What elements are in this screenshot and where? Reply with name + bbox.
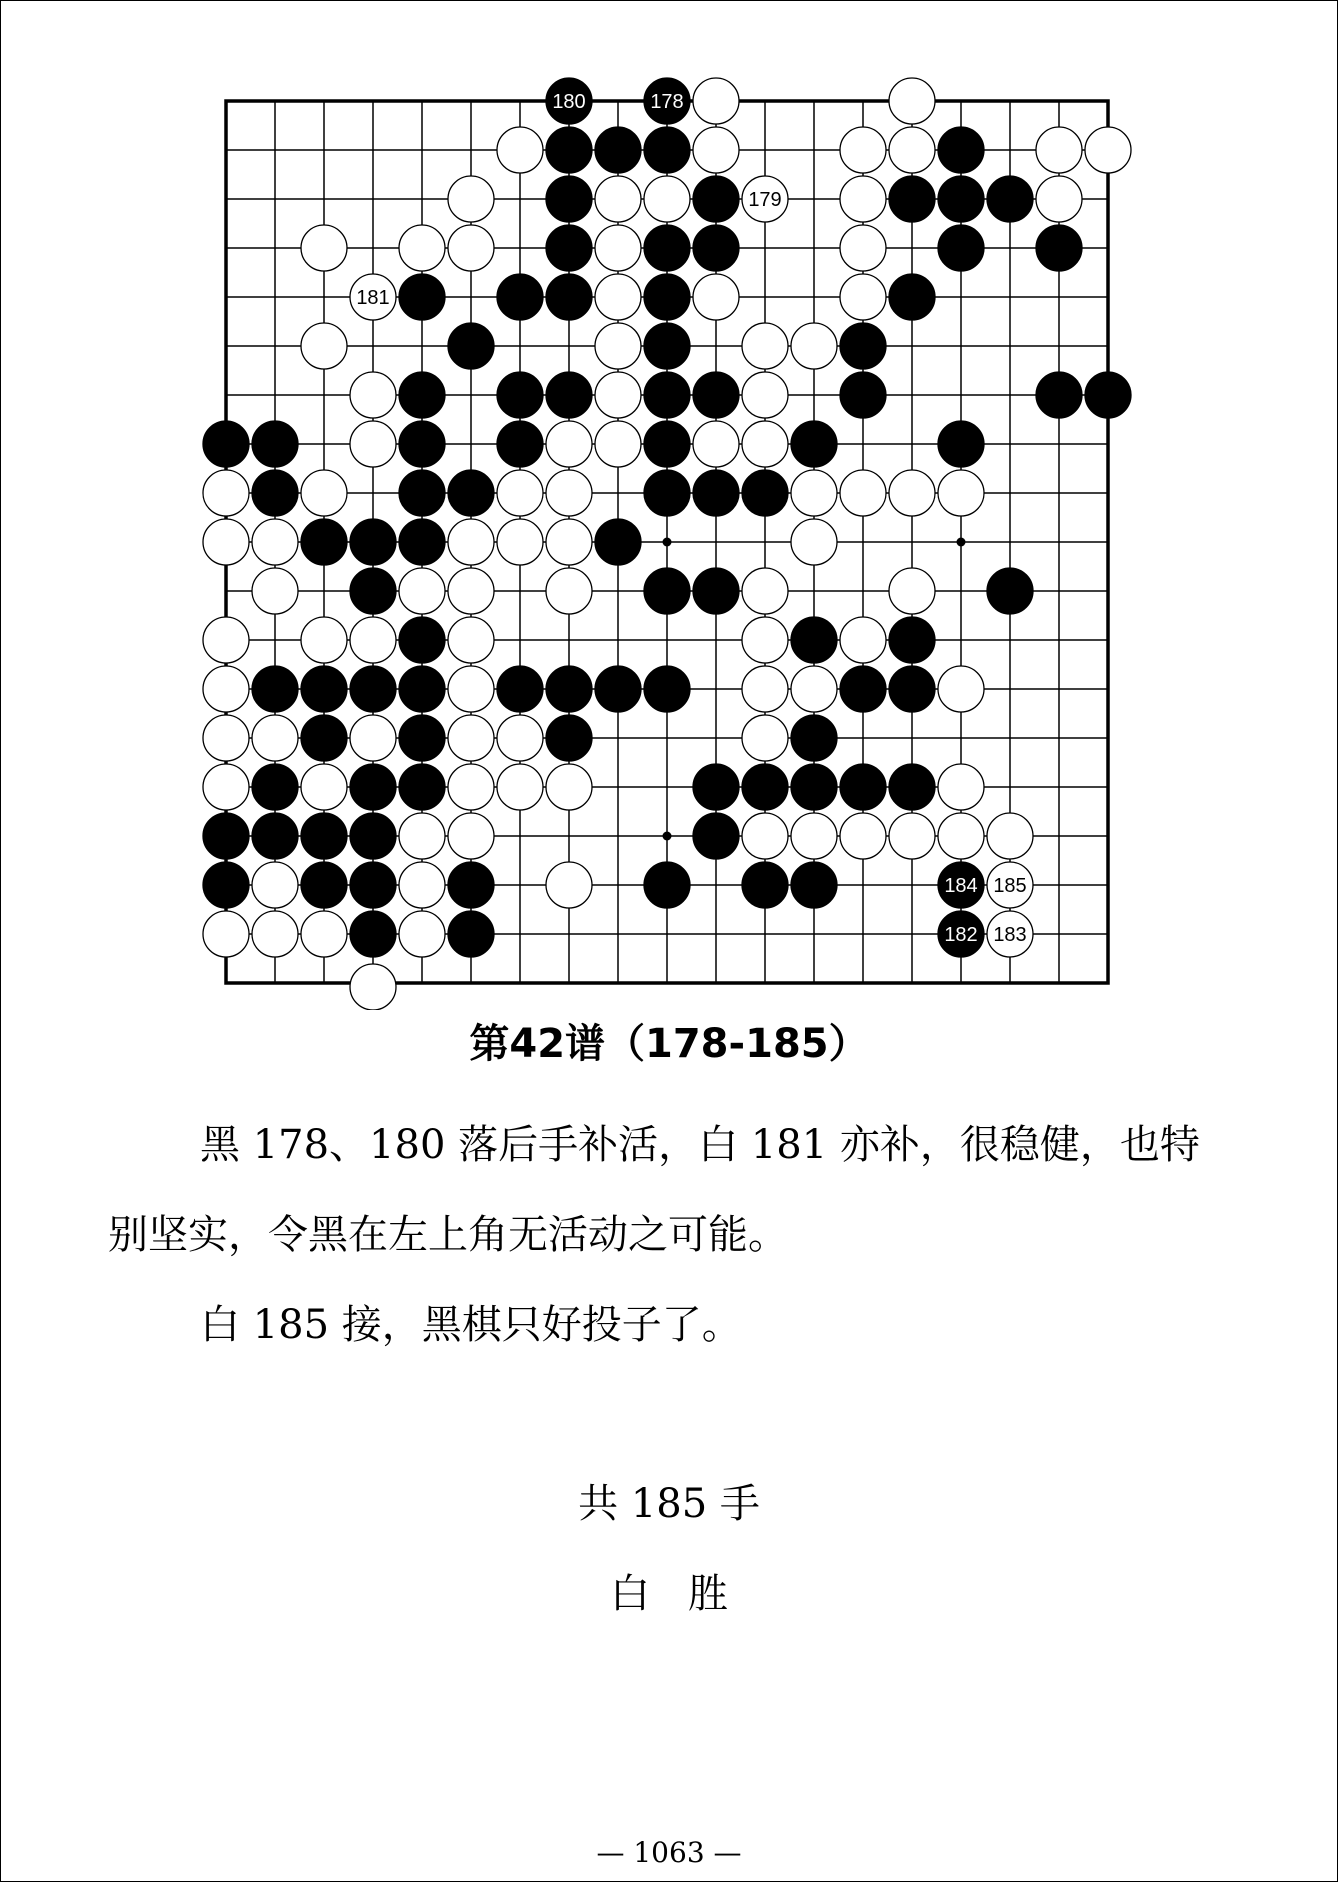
white-stone bbox=[350, 617, 396, 663]
white-stone bbox=[546, 568, 592, 614]
commentary-paragraph-2 bbox=[108, 1280, 1238, 1370]
white-stone bbox=[742, 323, 788, 369]
white-stone bbox=[889, 127, 935, 173]
white-stone bbox=[1085, 127, 1131, 173]
move-number-label: 181 bbox=[356, 287, 390, 309]
commentary-paragraph-1 bbox=[108, 1100, 1238, 1280]
white-stone bbox=[840, 617, 886, 663]
black-stone bbox=[497, 421, 543, 467]
white-stone bbox=[889, 568, 935, 614]
white-stone bbox=[546, 470, 592, 516]
white-stone bbox=[252, 715, 298, 761]
page-number: — 1063 — bbox=[596, 1836, 742, 1869]
black-stone bbox=[252, 470, 298, 516]
paragraph-text: 白 185 接，黑棋只好投子了。 bbox=[200, 1302, 742, 1348]
black-stone bbox=[791, 617, 837, 663]
black-stone bbox=[546, 715, 592, 761]
black-stone bbox=[546, 127, 592, 173]
white-stone bbox=[644, 176, 690, 222]
white-stone bbox=[595, 372, 641, 418]
black-stone bbox=[252, 666, 298, 712]
black-stone bbox=[644, 274, 690, 320]
black-stone bbox=[448, 470, 494, 516]
white-stone bbox=[350, 421, 396, 467]
white-stone bbox=[399, 225, 445, 271]
black-stone bbox=[203, 421, 249, 467]
white-stone bbox=[497, 519, 543, 565]
total-moves: 共 185 手 bbox=[578, 1481, 760, 1527]
black-stone bbox=[546, 225, 592, 271]
diagram-caption: 第42谱（178-185） bbox=[469, 1021, 869, 1067]
white-stone bbox=[938, 666, 984, 712]
black-stone bbox=[938, 176, 984, 222]
white-stone bbox=[301, 911, 347, 957]
black-stone bbox=[546, 176, 592, 222]
black-stone bbox=[644, 127, 690, 173]
black-stone bbox=[840, 666, 886, 712]
black-stone bbox=[840, 323, 886, 369]
black-stone bbox=[399, 421, 445, 467]
black-stone bbox=[399, 764, 445, 810]
black-stone bbox=[1036, 372, 1082, 418]
white-stone bbox=[350, 964, 396, 1010]
move-number-label: 182 bbox=[944, 924, 978, 946]
black-stone bbox=[644, 568, 690, 614]
white-stone bbox=[742, 617, 788, 663]
white-stone bbox=[203, 715, 249, 761]
black-stone bbox=[301, 519, 347, 565]
white-stone bbox=[448, 519, 494, 565]
black-stone bbox=[791, 421, 837, 467]
move-number-label: 179 bbox=[748, 189, 782, 211]
white-stone bbox=[595, 225, 641, 271]
white-stone bbox=[742, 715, 788, 761]
white-stone bbox=[840, 274, 886, 320]
black-stone bbox=[301, 813, 347, 859]
black-stone bbox=[644, 862, 690, 908]
black-stone bbox=[252, 813, 298, 859]
black-stone bbox=[350, 813, 396, 859]
black-stone bbox=[1085, 372, 1131, 418]
black-stone bbox=[889, 274, 935, 320]
white-stone bbox=[693, 274, 739, 320]
white-stone bbox=[448, 666, 494, 712]
white-stone bbox=[252, 862, 298, 908]
black-stone bbox=[693, 470, 739, 516]
white-stone bbox=[203, 764, 249, 810]
move-number-label: 185 bbox=[993, 875, 1027, 897]
white-stone bbox=[889, 78, 935, 124]
star-point bbox=[663, 832, 672, 841]
white-stone bbox=[399, 911, 445, 957]
white-stone bbox=[791, 470, 837, 516]
black-stone bbox=[350, 666, 396, 712]
black-stone bbox=[350, 568, 396, 614]
black-stone bbox=[644, 225, 690, 271]
white-stone bbox=[840, 176, 886, 222]
black-stone bbox=[399, 519, 445, 565]
black-stone bbox=[693, 568, 739, 614]
black-stone bbox=[252, 421, 298, 467]
white-stone bbox=[448, 617, 494, 663]
black-stone bbox=[938, 127, 984, 173]
white-stone bbox=[350, 372, 396, 418]
white-stone bbox=[1036, 127, 1082, 173]
black-stone bbox=[448, 911, 494, 957]
black-stone bbox=[399, 470, 445, 516]
black-stone bbox=[840, 372, 886, 418]
paragraph-text: 黑 178、180 落后手补活，白 181 亦补，很稳健，也特别坚实，令黑在左上角无活动之可能。 bbox=[108, 1122, 1200, 1258]
black-stone bbox=[742, 764, 788, 810]
black-stone bbox=[644, 323, 690, 369]
black-stone bbox=[497, 274, 543, 320]
black-stone bbox=[448, 862, 494, 908]
white-stone bbox=[203, 666, 249, 712]
black-stone bbox=[693, 176, 739, 222]
white-stone bbox=[595, 323, 641, 369]
black-stone bbox=[889, 617, 935, 663]
move-number-label: 178 bbox=[650, 91, 684, 113]
black-stone bbox=[350, 862, 396, 908]
black-stone bbox=[350, 519, 396, 565]
black-stone bbox=[644, 470, 690, 516]
black-stone bbox=[252, 764, 298, 810]
white-stone bbox=[301, 225, 347, 271]
black-stone bbox=[301, 715, 347, 761]
white-stone bbox=[448, 813, 494, 859]
white-stone bbox=[840, 813, 886, 859]
white-stone bbox=[889, 813, 935, 859]
white-stone bbox=[546, 764, 592, 810]
black-stone bbox=[350, 764, 396, 810]
black-stone bbox=[203, 813, 249, 859]
white-stone bbox=[742, 421, 788, 467]
white-stone bbox=[497, 715, 543, 761]
black-stone bbox=[350, 911, 396, 957]
white-stone bbox=[742, 666, 788, 712]
black-stone bbox=[399, 372, 445, 418]
white-stone bbox=[791, 666, 837, 712]
black-stone bbox=[840, 764, 886, 810]
black-stone bbox=[987, 176, 1033, 222]
white-stone bbox=[497, 764, 543, 810]
black-stone bbox=[742, 862, 788, 908]
white-stone bbox=[546, 519, 592, 565]
black-stone bbox=[546, 274, 592, 320]
black-stone bbox=[693, 813, 739, 859]
white-stone bbox=[448, 715, 494, 761]
white-stone bbox=[938, 813, 984, 859]
white-stone bbox=[301, 323, 347, 369]
white-stone bbox=[448, 764, 494, 810]
white-stone bbox=[448, 176, 494, 222]
black-stone bbox=[301, 666, 347, 712]
white-stone bbox=[203, 617, 249, 663]
white-stone bbox=[399, 568, 445, 614]
white-stone bbox=[399, 813, 445, 859]
white-stone bbox=[301, 617, 347, 663]
white-stone bbox=[595, 274, 641, 320]
move-number-label: 180 bbox=[552, 91, 586, 113]
black-stone bbox=[644, 666, 690, 712]
black-stone bbox=[399, 617, 445, 663]
white-stone bbox=[595, 176, 641, 222]
white-stone bbox=[448, 568, 494, 614]
white-stone bbox=[791, 519, 837, 565]
white-stone bbox=[546, 421, 592, 467]
white-stone bbox=[693, 127, 739, 173]
white-stone bbox=[791, 813, 837, 859]
white-stone bbox=[693, 78, 739, 124]
black-stone bbox=[889, 764, 935, 810]
black-stone bbox=[595, 666, 641, 712]
white-stone bbox=[546, 862, 592, 908]
black-stone bbox=[791, 764, 837, 810]
move-number-label: 184 bbox=[944, 875, 978, 897]
white-stone bbox=[448, 225, 494, 271]
white-stone bbox=[252, 519, 298, 565]
black-stone bbox=[203, 862, 249, 908]
black-stone bbox=[1036, 225, 1082, 271]
white-stone bbox=[203, 470, 249, 516]
game-result: 白胜 bbox=[610, 1571, 766, 1617]
white-stone bbox=[595, 421, 641, 467]
white-stone bbox=[938, 470, 984, 516]
white-stone bbox=[987, 813, 1033, 859]
star-point bbox=[957, 538, 966, 547]
white-stone bbox=[693, 421, 739, 467]
black-stone bbox=[497, 372, 543, 418]
black-stone bbox=[301, 862, 347, 908]
black-stone bbox=[595, 519, 641, 565]
white-stone bbox=[497, 470, 543, 516]
white-stone bbox=[497, 127, 543, 173]
black-stone bbox=[693, 225, 739, 271]
white-stone bbox=[1036, 176, 1082, 222]
white-stone bbox=[742, 372, 788, 418]
black-stone bbox=[546, 372, 592, 418]
white-stone bbox=[938, 764, 984, 810]
black-stone bbox=[791, 862, 837, 908]
white-stone bbox=[252, 911, 298, 957]
white-stone bbox=[301, 764, 347, 810]
white-stone bbox=[840, 127, 886, 173]
black-stone bbox=[546, 666, 592, 712]
black-stone bbox=[399, 715, 445, 761]
black-stone bbox=[791, 715, 837, 761]
white-stone bbox=[203, 519, 249, 565]
black-stone bbox=[399, 666, 445, 712]
white-stone bbox=[889, 470, 935, 516]
black-stone bbox=[644, 372, 690, 418]
black-stone bbox=[938, 225, 984, 271]
white-stone bbox=[301, 470, 347, 516]
black-stone bbox=[399, 274, 445, 320]
white-stone bbox=[350, 715, 396, 761]
white-stone bbox=[252, 568, 298, 614]
move-number-label: 183 bbox=[993, 924, 1027, 946]
black-stone bbox=[448, 323, 494, 369]
black-stone bbox=[889, 176, 935, 222]
white-stone bbox=[742, 813, 788, 859]
black-stone bbox=[497, 666, 543, 712]
black-stone bbox=[595, 127, 641, 173]
black-stone bbox=[938, 421, 984, 467]
white-stone bbox=[203, 911, 249, 957]
white-stone bbox=[742, 568, 788, 614]
white-stone bbox=[791, 323, 837, 369]
black-stone bbox=[693, 372, 739, 418]
white-stone bbox=[840, 225, 886, 271]
black-stone bbox=[693, 764, 739, 810]
star-point bbox=[663, 538, 672, 547]
black-stone bbox=[644, 421, 690, 467]
white-stone bbox=[840, 470, 886, 516]
black-stone bbox=[987, 568, 1033, 614]
black-stone bbox=[889, 666, 935, 712]
white-stone bbox=[399, 862, 445, 908]
black-stone bbox=[742, 470, 788, 516]
